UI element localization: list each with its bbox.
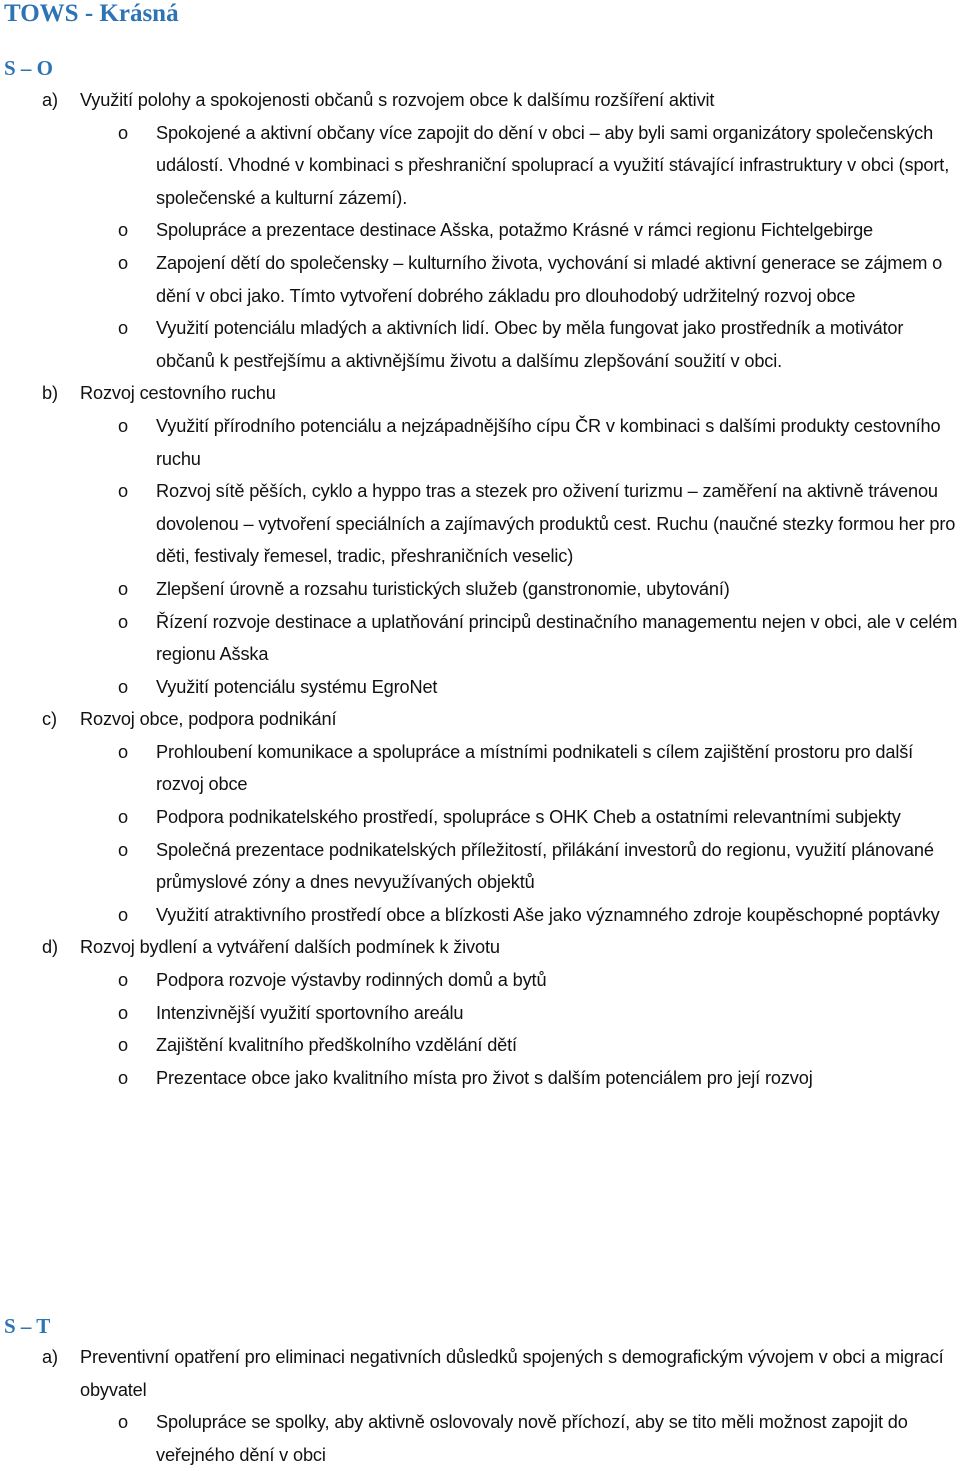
list-item-text: Rozvoj bydlení a vytváření dalších podmínek k životu [80, 937, 500, 958]
sub-list-item [0, 1062, 960, 1095]
sub-list-item-text: Intenzivnější využití sportovního areálu [156, 1002, 464, 1023]
sub-list-item [0, 671, 960, 704]
bullet-icon: o [118, 122, 128, 143]
list-item-text: Rozvoj cestovního ruchu [80, 383, 276, 404]
sub-list-item-text: Řízení rozvoje destinace a uplatňování principů destinačního managementu nejen v obci, ale v celém regionu Ašska [156, 611, 958, 665]
list-item [0, 931, 960, 964]
bullet-icon: o [118, 318, 128, 339]
bullet-icon: o [118, 904, 128, 925]
sub-list-item [0, 997, 960, 1030]
bullet-icon: o [118, 676, 128, 697]
bullet-icon: o [118, 415, 128, 436]
sub-list-item [0, 964, 960, 997]
list-marker: c) [42, 709, 57, 730]
sub-list-item-text: Zapojení dětí do společensky – kulturního života, vychování si mladé aktivní generace se zájmem o dění v obci jako. Tímto vytvoření dobrého základu pro dlouhodobý udržitelný rozvoj obce [156, 252, 943, 306]
sub-list-item-text: Spolupráce se spolky, aby aktivně oslovovaly nově příchozí, aby se tito měli možnost zapojit do veřejného dění v obci [156, 1412, 908, 1465]
sub-list-item-text: Zajištění kvalitního předškolního vzdělání dětí [156, 1035, 517, 1056]
bullet-icon: o [118, 220, 128, 241]
sub-list-item-text: Spolupráce a prezentace destinace Ašska, potažmo Krásné v rámci regionu Fichtelgebirge [156, 220, 874, 241]
section-body-s-t [0, 1341, 960, 1471]
sub-list-item [0, 573, 960, 606]
bullet-icon: o [118, 1035, 128, 1056]
bullet-icon: o [118, 481, 128, 502]
sub-list-item-text: Prezentace obce jako kvalitního místa pro život s dalším potenciálem pro její rozvoj [156, 1067, 813, 1088]
sub-list-item [0, 214, 960, 247]
sub-list-item-text: Společná prezentace podnikatelských příležitostí, přilákání investorů do regionu, využití plánované průmyslové zóny a dnes nevyužívaných objektů [156, 839, 934, 893]
sub-list-item-text: Spokojené a aktivní občany více zapojit do dění v obci – aby byli sami organizátory společenských událostí. Vhodné v kombinaci s přeshraniční spoluprací a využití stávající infrastruktury v obci (sport, společenské a kulturní zázemí). [156, 122, 950, 208]
sub-list-item [0, 899, 960, 932]
sub-list-item [0, 410, 960, 475]
bullet-icon: o [118, 578, 128, 599]
list-marker: b) [42, 383, 58, 404]
list-marker: d) [42, 937, 58, 958]
sub-list-item [0, 312, 960, 377]
bullet-icon: o [118, 741, 128, 762]
sub-list-item-text: Prohloubení komunikace a spolupráce a místními podnikateli s cílem zajištění prostoru pro další rozvoj obce [156, 741, 914, 795]
bullet-icon: o [118, 807, 128, 828]
sub-list-item [0, 606, 960, 671]
sub-list-item [0, 834, 960, 899]
list-item-text: Preventivní opatření pro eliminaci negativních důsledků spojených s demografickým vývojem v obci a migrací obyvatel [80, 1347, 944, 1400]
sub-list-item [0, 801, 960, 834]
sub-list-item [0, 475, 960, 573]
sub-list-item-text: Podpora podnikatelského prostředí, spolupráce s OHK Cheb a ostatními relevantními subjekty [156, 807, 901, 828]
list-marker: a) [42, 90, 58, 110]
list-item [0, 84, 960, 117]
list-item-text: Využití polohy a spokojenosti občanů s rozvojem obce k dalšímu rozšíření aktivit [80, 90, 715, 110]
sub-list-item [0, 117, 960, 215]
bullet-icon: o [118, 1067, 128, 1088]
list-marker: a) [42, 1347, 58, 1367]
section-body-s-o [0, 84, 960, 1094]
sub-list-item-text: Využití přírodního potenciálu a nejzápadnějšího cípu ČR v kombinaci s dalšími produkty cestovního ruchu [156, 415, 941, 469]
bullet-icon: o [118, 970, 128, 991]
sub-list-item-text: Využití potenciálu systému EgroNet [156, 676, 438, 697]
sub-list-item-text: Rozvoj sítě pěších, cyklo a hyppo tras a stezek pro oživení turizmu – zaměření na aktivně trávenou dovolenou – vytvoření speciálních a zajímavých produktů cest. Ruchu (naučné stezky formou her pro děti, festivaly řemesel, tradic, přeshraničních veselic) [156, 481, 956, 567]
list-item [0, 377, 960, 410]
sub-list-item [0, 736, 960, 801]
bullet-icon: o [118, 839, 128, 860]
bullet-icon: o [118, 1412, 128, 1433]
bullet-icon: o [118, 252, 128, 273]
sub-list-item-text: Využití potenciálu mladých a aktivních lidí. Obec by měla fungovat jako prostředník a motivátor občanů k pestřejšímu a aktivnějšímu životu a dalšímu zlepšování soužití v obci. [156, 318, 904, 371]
section-heading-s-o: S – O [4, 56, 54, 80]
sub-list-item [0, 247, 960, 312]
bullet-icon: o [118, 1002, 128, 1023]
section-heading-s-t: S – T [4, 1314, 51, 1338]
sub-list-item-text: Zlepšení úrovně a rozsahu turistických služeb (ganstronomie, ubytování) [156, 578, 730, 599]
document-title: TOWS - Krásná [4, 0, 179, 27]
list-item [0, 1341, 960, 1406]
sub-list-item-text: Podpora rozvoje výstavby rodinných domů a bytů [156, 970, 547, 991]
bullet-icon: o [118, 611, 128, 632]
list-item [0, 703, 960, 736]
sub-list-item [0, 1029, 960, 1062]
sub-list-item [0, 1406, 960, 1471]
list-item-text: Rozvoj obce, podpora podnikání [80, 709, 337, 730]
sub-list-item-text: Využití atraktivního prostředí obce a blízkosti Aše jako významného zdroje koupěschopné poptávky [156, 904, 940, 925]
